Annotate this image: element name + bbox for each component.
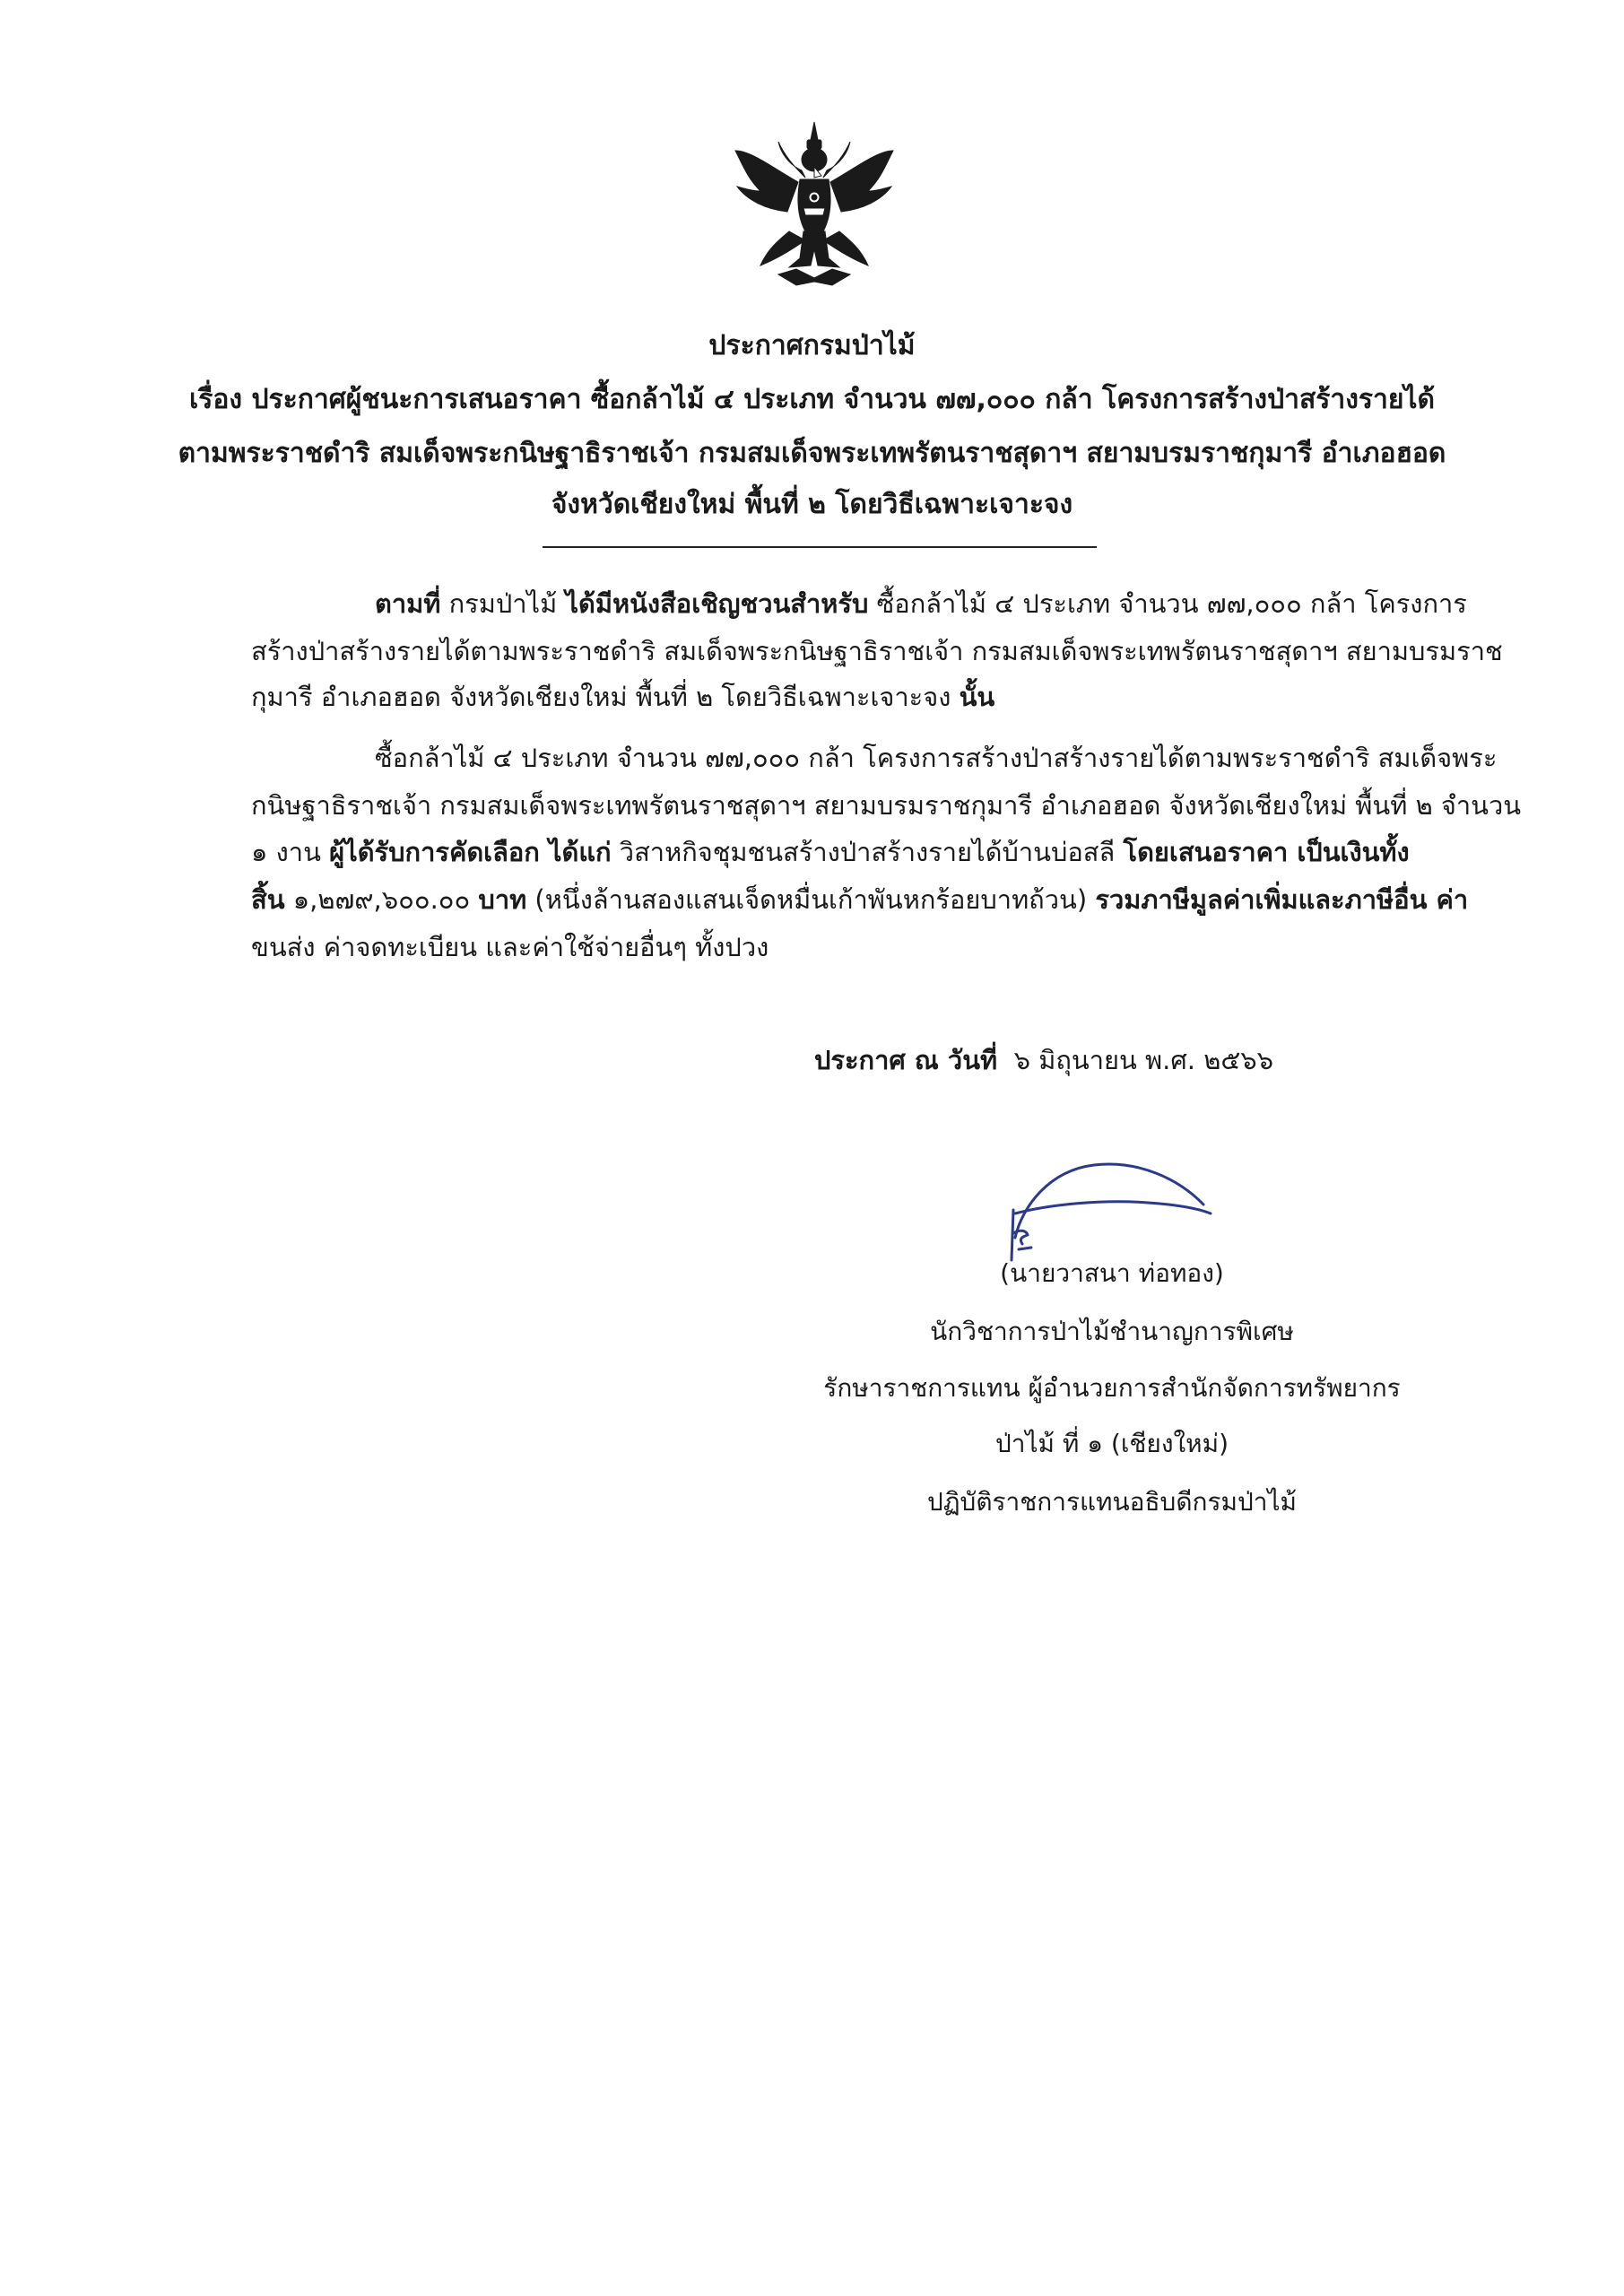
- p1-line3-text: กุมารี อำเภอฮอด จังหวัดเชียงใหม่ พื้นที่ ๒ โดยวิธีเฉพาะเจาะจง: [251, 682, 960, 712]
- subject-line-3: จังหวัดเชียงใหม่ พื้นที่ ๒ โดยวิธีเฉพาะเจาะจง: [551, 489, 1073, 520]
- paragraph-2-line-2: กนิษฐาธิราชเจ้า กรมสมเด็จพระเทพรัตนราชสุดาฯ สยามบรมราชกุมารี อำเภอฮอด จังหวัดเชียงใหม่ พื้นที่ ๒ จำนวน: [251, 790, 1522, 821]
- signatory-name: (นายวาสนา ท่อทอง): [1000, 1258, 1224, 1288]
- paragraph-2-line-4: [251, 882, 1468, 918]
- paragraph-1-line-1: [375, 586, 1467, 622]
- agency-title: ประกาศกรมป่าไม้: [708, 330, 916, 361]
- garuda-emblem-icon: [725, 115, 904, 294]
- p2-selected-bold: ผู้ได้รับการคัดเลือก ได้แก่: [329, 837, 612, 867]
- p2-line3-b: วิสาหกิจชุมชนสร้างป่าสร้างรายได้บ้านบ่อสลี: [611, 837, 1124, 867]
- paragraph-1-line-2: สร้างป่าสร้างรายได้ตามพระราชดำริ สมเด็จพระกนิษฐาธิราชเจ้า กรมสมเด็จพระเทพรัตนราชสุดาฯ สยามบรมราช: [251, 636, 1503, 666]
- signatory-acting-line-2: ป่าไม้ ที่ ๑ (เชียงใหม่): [994, 1429, 1229, 1458]
- p2-amount-words: (หนึ่งล้านสองแสนเจ็ดหมื่นเก้าพันหกร้อยบาทถ้วน): [526, 884, 1096, 915]
- p1-invitation-bold: ได้มีหนังสือเชิญชวนสำหรับ: [565, 588, 869, 619]
- p2-offer-bold: โดยเสนอราคา เป็นเงินทั้ง: [1123, 837, 1410, 867]
- p2-vat-bold: รวมภาษีมูลค่าเพิ่มและภาษีอื่น ค่า: [1095, 884, 1469, 915]
- p2-total-bold: สิ้น: [251, 884, 285, 915]
- p2-amount: ๑,๒๗๙,๖๐๐.๐๐: [284, 884, 479, 915]
- announcement-label: ประกาศ ณ วันที่: [814, 1045, 998, 1075]
- header-divider: [543, 546, 1097, 548]
- announcement-date-line: [814, 1042, 1273, 1078]
- announcement-date: ๖ มิถุนายน พ.ศ. ๒๕๖๖: [1013, 1045, 1274, 1075]
- p1-lead-bold: ตามที่: [375, 588, 441, 619]
- p2-baht-bold: บาท: [478, 884, 527, 915]
- subject-line-1: เรื่อง ประกาศผู้ชนะการเสนอราคา ซื้อกล้าไม้ ๔ ประเภท จำนวน ๗๗,๐๐๐ กล้า โครงการสร้างป่าสร้างรายได้: [189, 384, 1435, 415]
- handwritten-signature: [995, 1152, 1220, 1269]
- paragraph-2-line-3: [251, 834, 1410, 870]
- paragraph-2-line-1: ซื้อกล้าไม้ ๔ ประเภท จำนวน ๗๗,๐๐๐ กล้า โครงการสร้างป่าสร้างรายได้ตามพระราชดำริ สมเด็จพระ: [375, 743, 1498, 773]
- signatory-acting-line-1: รักษาราชการแทน ผู้อำนวยการสำนักจัดการทรัพยากร: [823, 1373, 1401, 1403]
- p1-line3-bold: นั้น: [959, 682, 995, 712]
- signatory-acting-line-3: ปฏิบัติราชการแทนอธิบดีกรมป่าไม้: [926, 1487, 1297, 1517]
- subject-line-2: ตามพระราชดำริ สมเด็จพระกนิษฐาธิราชเจ้า กรมสมเด็จพระเทพรัตนราชสุดาฯ สยามบรมราชกุมารี อำเภอฮอด: [178, 438, 1446, 469]
- p2-line3-a: ๑ งาน: [251, 837, 330, 867]
- p1-agency-text: กรมป่าไม้: [440, 588, 566, 619]
- paragraph-1-line-3: [251, 679, 994, 715]
- p1-line1-rest: ซื้อกล้าไม้ ๔ ประเภท จำนวน ๗๗,๐๐๐ กล้า โครงการ: [868, 588, 1467, 619]
- paragraph-2-line-5: ขนส่ง ค่าจดทะเบียน และค่าใช้จ่ายอื่นๆ ทั้งปวง: [251, 932, 769, 962]
- signatory-position: นักวิชาการป่าไม้ชำนาญการพิเศษ: [930, 1317, 1294, 1346]
